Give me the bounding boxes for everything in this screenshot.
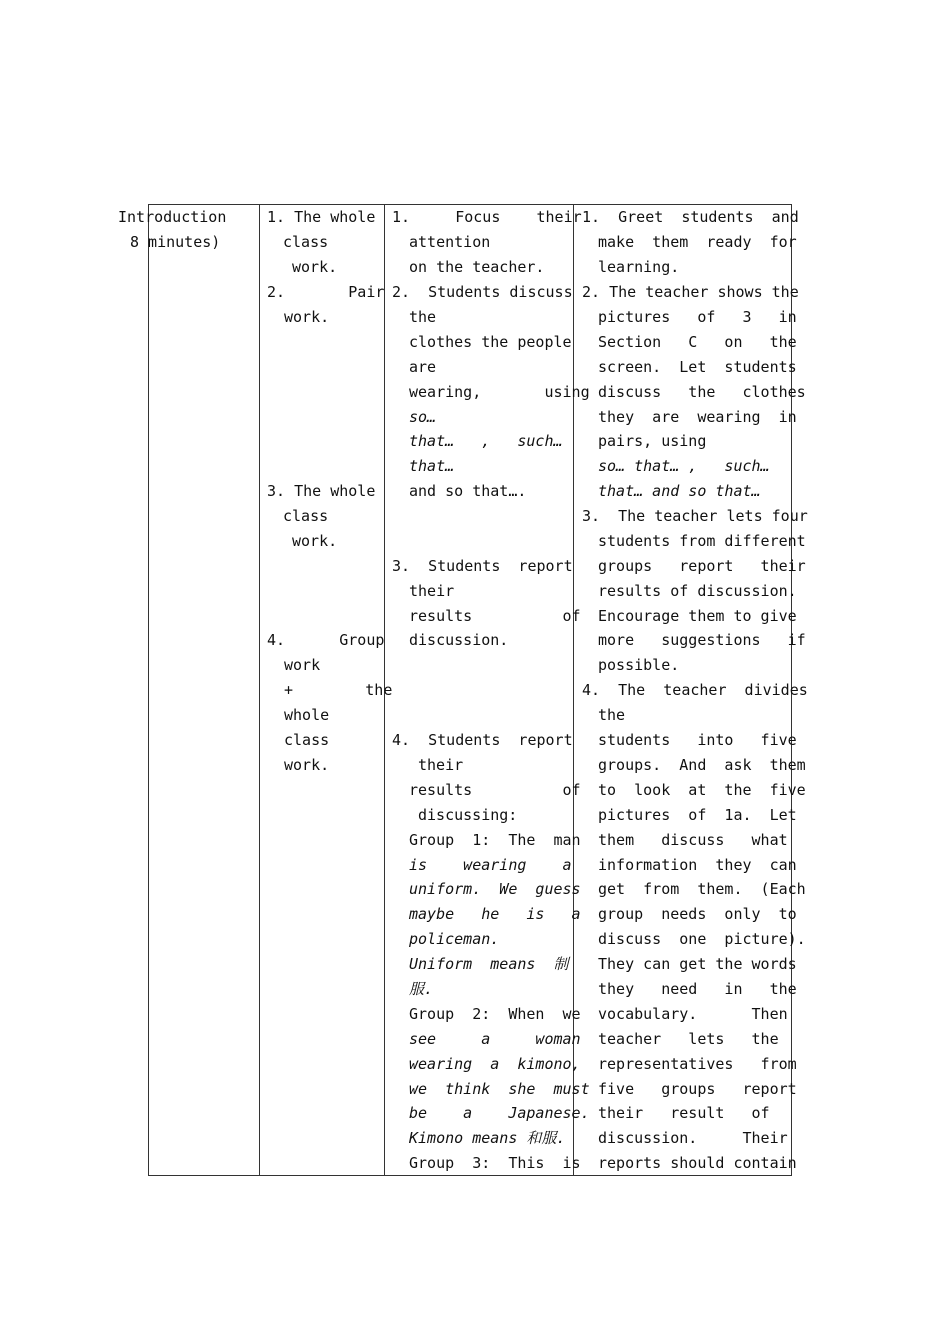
student-line: Group 3: This is — [409, 1154, 581, 1172]
teacher-line: vocabulary. Then — [598, 1005, 788, 1023]
teacher-line: pictures of 3 in — [598, 308, 797, 326]
teacher-line: students from different — [598, 532, 806, 550]
teacher-line: 4. The teacher divides — [582, 681, 808, 699]
stage-duration: 8 minutes) — [130, 233, 221, 251]
student-line: Uniform means 制 — [409, 955, 569, 973]
student-line: results of — [409, 781, 581, 799]
mode-item-2: work. — [284, 308, 330, 326]
teacher-line: them discuss what — [598, 831, 788, 849]
teacher-line: they are wearing in — [598, 408, 797, 426]
teacher-line: to look at the five — [598, 781, 806, 799]
student-line: 1. Focus their — [392, 208, 582, 226]
teacher-line: Encourage them to give — [598, 607, 797, 625]
student-line: attention — [409, 233, 491, 251]
teacher-line: pairs, using — [598, 432, 707, 450]
teacher-line: students into five — [598, 731, 797, 749]
teacher-line: results of discussion. — [598, 582, 797, 600]
teacher-line: teacher lets the — [598, 1030, 779, 1048]
student-line: clothes the people — [409, 333, 572, 351]
student-line: discussion. — [409, 631, 509, 649]
teacher-line: representatives from — [598, 1055, 797, 1073]
mode-item-3: 3. The whole — [267, 482, 376, 500]
student-line: their — [409, 582, 455, 600]
student-line: that… — [409, 457, 455, 475]
student-line: so… — [409, 408, 437, 426]
teacher-line: 3. The teacher lets four — [582, 507, 808, 525]
teacher-line: more suggestions if — [598, 631, 806, 649]
teacher-line: their result of — [598, 1104, 770, 1122]
mode-item-4: whole — [284, 706, 330, 724]
student-line: and so that…. — [409, 482, 527, 500]
mode-item-1: 1. The whole — [267, 208, 376, 226]
teacher-line: reports should contain — [598, 1154, 797, 1172]
student-line: 3. Students report — [392, 557, 573, 575]
teacher-line: 1. Greet students and — [582, 208, 799, 226]
mode-item-4: work — [284, 656, 321, 674]
student-line: are — [409, 358, 437, 376]
mode-item-4: + the — [284, 681, 393, 699]
teacher-line: groups report their — [598, 557, 806, 575]
teacher-line: possible. — [598, 656, 680, 674]
student-line: wearing a kimono, — [409, 1055, 581, 1073]
teacher-line: the — [598, 706, 626, 724]
teacher-line: discuss one picture). — [598, 930, 806, 948]
student-line: on the teacher. — [409, 258, 545, 276]
student-line: results of — [409, 607, 581, 625]
teacher-line: that… and so that… — [598, 482, 761, 500]
teacher-line: they need in the — [598, 980, 797, 998]
student-line: wearing, using — [409, 383, 590, 401]
teacher-line: learning. — [598, 258, 680, 276]
student-line: uniform. We guess — [409, 880, 581, 898]
student-line: be a Japanese. — [409, 1104, 590, 1122]
teacher-line: make them ready for — [598, 233, 797, 251]
mode-item-1: class — [283, 233, 329, 251]
teacher-line: discuss the clothes — [598, 383, 806, 401]
teacher-line: group needs only to — [598, 905, 797, 923]
teacher-line: They can get the words — [598, 955, 797, 973]
teacher-line: discussion. Their — [598, 1129, 788, 1147]
student-line: see a woman — [409, 1030, 581, 1048]
mode-item-2: 2. Pair — [267, 283, 385, 301]
student-line: Kimono means 和服. — [409, 1129, 566, 1147]
student-line: Group 1: The man — [409, 831, 581, 849]
teacher-line: five groups report — [598, 1080, 797, 1098]
student-line: Group 2: When we — [409, 1005, 581, 1023]
student-line: 服. — [409, 980, 434, 998]
teacher-line: screen. Let students — [598, 358, 797, 376]
teacher-line: so… that… , such… — [598, 457, 770, 475]
student-line: policeman. — [409, 930, 500, 948]
teacher-line: 2. The teacher shows the — [582, 283, 799, 301]
student-line: is wearing a — [409, 856, 572, 874]
mode-item-4: class — [284, 731, 330, 749]
column-divider — [259, 205, 260, 1175]
student-line: their — [418, 756, 464, 774]
student-line: 2. Students discuss — [392, 283, 573, 301]
mode-item-3: class — [283, 507, 329, 525]
student-line: that… , such… — [409, 432, 563, 450]
stage-cell — [118, 205, 228, 255]
student-line: we think she must — [409, 1080, 590, 1098]
mode-item-1: work. — [292, 258, 338, 276]
teacher-line: groups. And ask them — [598, 756, 806, 774]
student-line: the — [409, 308, 437, 326]
teacher-line: information they can — [598, 856, 797, 874]
student-line: 4. Students report — [392, 731, 573, 749]
mode-item-4: 4. Group — [267, 631, 385, 649]
mode-item-3: work. — [292, 532, 338, 550]
mode-item-4: work. — [284, 756, 330, 774]
teacher-line: pictures of 1a. Let — [598, 806, 797, 824]
teacher-line: Section C on the — [598, 333, 797, 351]
student-line: discussing: — [418, 806, 518, 824]
teacher-line: get from them. (Each — [598, 880, 806, 898]
stage-label: Introduction — [118, 208, 227, 226]
student-line: maybe he is a — [409, 905, 581, 923]
